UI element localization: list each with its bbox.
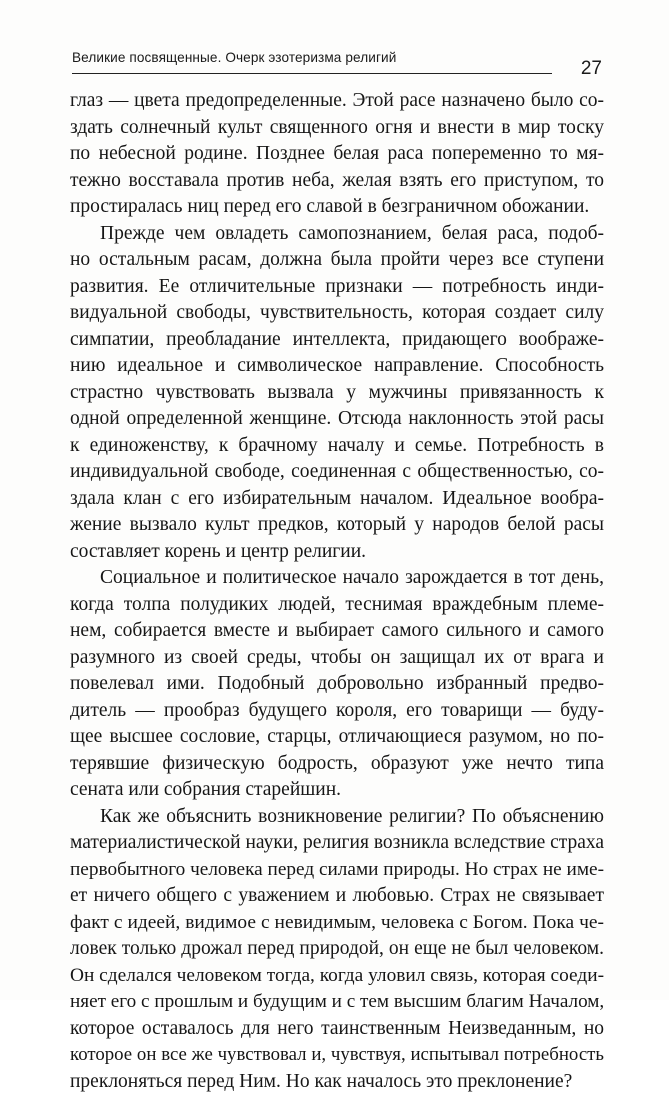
text-line: повелевал ими. Подобный добровольно избранный предво- (70, 671, 604, 698)
paragraph-first-line: Социальное и политическое начало зарождается в тот день, (70, 565, 604, 592)
text-line: одной определенной женщине. Отсюда наклонность этой расы (70, 406, 604, 433)
text-line: материалистической науки, религия возникла вследствие страха (70, 830, 604, 857)
text-line: развития. Ее отличительные признаки — потребность инди- (70, 274, 604, 301)
text-line: ловек только дрожал перед природой, он еще не был человеком. (70, 936, 604, 963)
text-line: разумного из своей среды, чтобы он защищал их от врага и (70, 645, 604, 672)
text-line: страстно чувствовать вызвала у мужчины привязанность к (70, 380, 604, 407)
text-line: первобытного человека перед силами природы. Но страх не име- (70, 857, 604, 884)
text-line: няет его с прошлым и будущим и с тем высшим благим Началом, (70, 989, 604, 1016)
text-line: к единоженству, к брачному началу и семье. Потребность в (70, 433, 604, 460)
text-line: здать солнечный культ священного огня и внести в мир тоску (70, 115, 604, 142)
text-line: дитель — прообраз будущего короля, его товарищи — буду- (70, 698, 604, 725)
text-line: глаз — цвета предопределенные. Этой расе назначено было со- (70, 88, 604, 115)
text-line: симпатии, преобладание интеллекта, придающего воображе- (70, 327, 604, 354)
body-text (70, 88, 604, 1095)
text-line: видуальной свободы, чувствительность, которая создает силу (70, 300, 604, 327)
text-line: которое оставалось для него таинственным Неизведанным, но (70, 1016, 604, 1043)
text-line: которое он все же чувствовал и, чувствуя, испытывал потребность (70, 1042, 604, 1069)
text-line: жение вызвало культ предков, который у народов белой расы (70, 512, 604, 539)
text-line: составляет корень и центр религии. (70, 539, 604, 566)
running-title: Великие посвященные. Очерк эзотеризма религий (72, 50, 396, 65)
text-line: факт с идеей, видимое с невидимым, человека с Богом. Пока че- (70, 910, 604, 937)
text-line: тежно восставала против неба, желая взять его приступом, то (70, 168, 604, 195)
text-line: здала клан с его избирательным началом. Идеальное вообра- (70, 486, 604, 513)
paragraph-first-line: Как же объяснить возникновение религии? По объяснению (70, 804, 604, 831)
text-line: но остальным расам, должна была пройти через все ступени (70, 247, 604, 274)
text-line: преклоняться перед Ним. Но как началось это преклонение? (70, 1069, 604, 1095)
text-line: ет ничего общего с уважением и любовью. Страх не связывает (70, 883, 604, 910)
text-line: по небесной родине. Позднее белая раса попеременно то мя- (70, 141, 604, 168)
text-line: нем, собирается вместе и выбирает самого сильного и самого (70, 618, 604, 645)
text-line: когда толпа полудиких людей, теснимая враждебным племе- (70, 592, 604, 619)
header-rule (72, 73, 552, 74)
paragraph-first-line: Прежде чем овладеть самопознанием, белая раса, подоб- (70, 221, 604, 248)
text-line: щее высшее сословие, старцы, отличающиеся разумом, но по- (70, 724, 604, 751)
text-line: простиралась ниц перед его славой в безграничном обожании. (70, 194, 604, 221)
page-number: 27 (581, 58, 602, 80)
text-line: индивидуальной свободе, соединенная с общественностью, со- (70, 459, 604, 486)
text-line: Он сделался человеком тогда, когда уловил связь, которая соеди- (70, 963, 604, 990)
running-header (72, 50, 612, 84)
text-line: нию идеальное и символическое направление. Способность (70, 353, 604, 380)
text-line: терявшие физическую бодрость, образуют уже нечто типа (70, 751, 604, 778)
text-line: сената или собрания старейшин. (70, 777, 604, 804)
